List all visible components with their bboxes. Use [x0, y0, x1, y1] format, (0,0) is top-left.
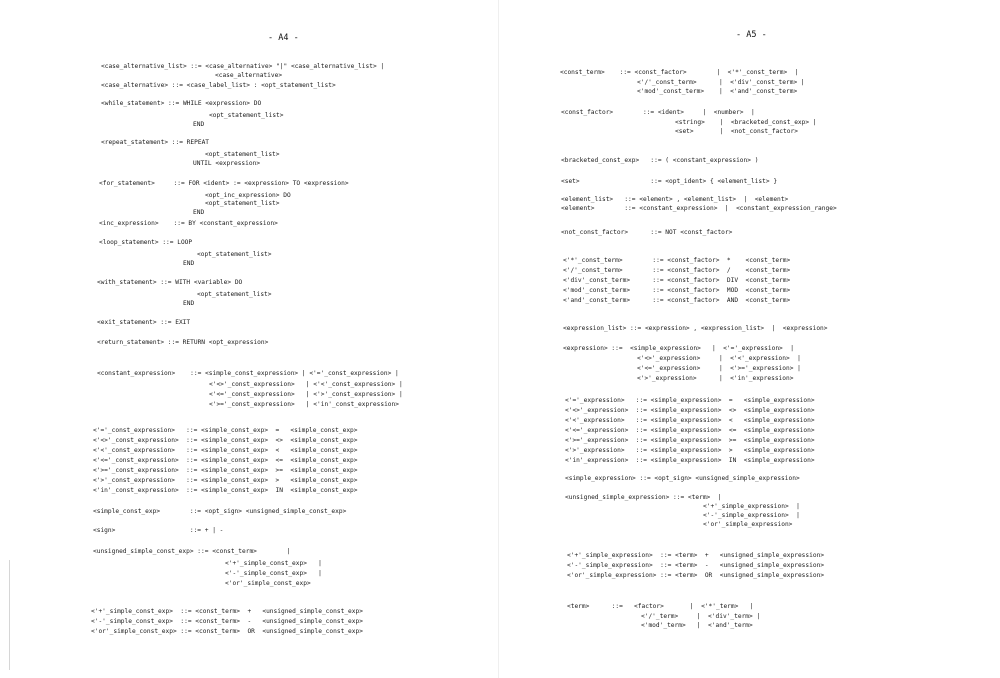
grammar-line: <'or'_simple_const_exp> [225, 580, 311, 587]
grammar-line: <element> ::= <constant_expression> | <constant_expression_range> [561, 205, 837, 212]
page-fold-divider [498, 0, 499, 678]
grammar-line: <opt_inc_expression> DO [205, 192, 291, 199]
grammar-line: <'mod'_term> | <'and'_term> [641, 622, 753, 629]
grammar-line: <simple_const_exp> ::= <opt_sign> <unsigned_simple_const_exp> [93, 508, 347, 515]
grammar-line: <'or'_simple_expression> ::= <term> OR <unsigned_simple_expression> [567, 572, 825, 579]
grammar-line: <'<>'_expression> ::= <simple_expression> <> <simple_expression> [565, 407, 815, 414]
grammar-line: <unsigned_simple_expression> ::= <term> | [565, 494, 722, 501]
grammar-line: <expression_list> ::= <expression> , <expression_list> | <expression> [563, 325, 828, 332]
grammar-line: <unsigned_simple_const_exp> ::= <const_term> | [93, 548, 291, 555]
grammar-line: <while_statement> ::= WHILE <expression> DO [101, 100, 262, 107]
grammar-line: END [183, 300, 195, 307]
grammar-line: <case_alternative_list> ::= <case_alternative> "|" <case_alternative_list> | [101, 63, 385, 70]
grammar-line: UNTIL <expression> [193, 160, 261, 167]
grammar-line: <loop_statement> ::= LOOP [99, 239, 193, 246]
grammar-line: <'>'_const_expression> ::= <simple_const_exp> > <simple_const_exp> [93, 477, 358, 484]
grammar-line: <'='_expression> ::= <simple_expression> = <simple_expression> [565, 397, 815, 404]
grammar-line: <'/'_term> | <'div'_term> | [641, 613, 761, 620]
grammar-line: <opt_statement_list> [197, 251, 272, 258]
grammar-line: <'<'_expression> ::= <simple_expression> < <simple_expression> [565, 417, 815, 424]
grammar-line: <case_alternative> [215, 72, 283, 79]
grammar-line: <opt_statement_list> [205, 151, 280, 158]
grammar-line: <opt_statement_list> [197, 291, 272, 298]
grammar-line: <'<>'_const_expression> | <'<'_const_expression> | [209, 381, 403, 388]
grammar-line: <element_list> ::= <element> , <element_list> | <element> [561, 196, 789, 203]
grammar-line: <'+'_simple_const_exp> ::= <const_term> + <unsigned_simple_const_exp> [91, 608, 363, 615]
grammar-line: END [183, 260, 195, 267]
grammar-line: <expression> ::= <simple_expression> | <'='_expression> | [563, 345, 794, 352]
grammar-line: <set> | <not_const_factor> [675, 128, 798, 135]
grammar-line: <'in'_expression> ::= <simple_expression> IN <simple_expression> [565, 457, 815, 464]
grammar-line: <'+'_simple_const_exp> | [225, 560, 322, 567]
grammar-line: <'-'_simple_expression> ::= <term> - <unsigned_simple_expression> [567, 562, 825, 569]
grammar-line: <'>='_const_expression> | <'in'_const_expression> [209, 401, 399, 408]
grammar-line: <'-'_simple_const_exp> ::= <const_term> - <unsigned_simple_const_exp> [91, 618, 363, 625]
grammar-line: <'mod'_const_term> ::= <const_factor> MOD <const_term> [563, 287, 791, 294]
grammar-line: <case_alternative> ::= <case_label_list> : <opt_statement_list> [101, 82, 336, 89]
grammar-line: <inc_expression> ::= BY <constant_expression> [99, 220, 278, 227]
grammar-line: END [193, 121, 205, 128]
page-number-right: - A5 - [736, 30, 767, 40]
grammar-line: <'-'_simple_const_exp> | [225, 570, 322, 577]
grammar-line: <exit_statement> ::= EXIT [97, 319, 191, 326]
grammar-line: <'in'_const_expression> ::= <simple_const_exp> IN <simple_const_exp> [93, 487, 358, 494]
scan-edge-mark [9, 560, 10, 670]
grammar-line: <bracketed_const_exp> ::= ( <constant_expression> ) [561, 157, 759, 164]
grammar-line: <'<='_const_expression> ::= <simple_const_exp> <= <simple_const_exp> [93, 457, 358, 464]
grammar-line: <constant_expression> ::= <simple_const_expression> | <'='_const_expression> | [97, 370, 399, 377]
page-number-left: - A4 - [268, 33, 299, 43]
grammar-line: <opt_statement_list> [209, 112, 284, 119]
grammar-line: <'*'_const_term> ::= <const_factor> * <const_term> [563, 257, 791, 264]
grammar-line: END [193, 209, 205, 216]
grammar-line: <sign> ::= + | - [93, 527, 224, 534]
grammar-line: <const_factor> ::= <ident> | <number> | [561, 109, 755, 116]
grammar-line: <return_statement> ::= RETURN <opt_expression> [97, 339, 269, 346]
grammar-line: <'<>'_const_expression> ::= <simple_const_exp> <> <simple_const_exp> [93, 437, 358, 444]
grammar-line: <'or'_simple_expression> [703, 521, 793, 528]
grammar-line: <term> ::= <factor> | <'*'_term> | [567, 603, 754, 610]
grammar-line: <'-'_simple_expression> | [703, 512, 800, 519]
grammar-line: <simple_expression> ::= <opt_sign> <unsigned_simple_expression> [565, 475, 800, 482]
grammar-line: <'+'_simple_expression> ::= <term> + <unsigned_simple_expression> [567, 552, 825, 559]
grammar-line: <'div'_const_term> ::= <const_factor> DIV <const_term> [563, 277, 791, 284]
grammar-line: <string> | <bracketed_const_exp> | [675, 119, 817, 126]
grammar-line: <'<>'_expression> | <'<'_expression> | [637, 355, 801, 362]
grammar-line: <'/'_const_term> | <'div'_const_term> | [637, 79, 805, 86]
grammar-line: <'<='_expression> | <'>='_expression> | [637, 365, 801, 372]
grammar-line: <'<='_expression> ::= <simple_expression> <= <simple_expression> [565, 427, 815, 434]
grammar-line: <for_statement> ::= FOR <ident> := <expression> TO <expression> [99, 180, 349, 187]
grammar-line: <'+'_simple_expression> | [703, 503, 800, 510]
grammar-line: <with_statement> ::= WITH <variable> DO [97, 279, 243, 286]
grammar-line: <set> ::= <opt_ident> { <element_list> } [561, 178, 778, 185]
grammar-line: <const_term> ::= <const_factor> | <'*'_const_term> | [560, 69, 799, 76]
grammar-line: <repeat_statement> ::= REPEAT [101, 139, 210, 146]
grammar-line: <'mod'_const_term> | <'and'_const_term> [637, 88, 798, 95]
grammar-line: <'<='_const_expression> | <'>'_const_expression> | [209, 391, 403, 398]
grammar-line: <'='_const_expression> ::= <simple_const_exp> = <simple_const_exp> [93, 427, 358, 434]
grammar-line: <'/'_const_term> ::= <const_factor> / <const_term> [563, 267, 791, 274]
grammar-line: <not_const_factor> ::= NOT <const_factor> [561, 229, 733, 236]
grammar-line: <'>'_expression> ::= <simple_expression> > <simple_expression> [565, 447, 815, 454]
grammar-line: <'>='_expression> ::= <simple_expression> >= <simple_expression> [565, 437, 815, 444]
grammar-line: <'>='_const_expression> ::= <simple_const_exp> >= <simple_const_exp> [93, 467, 358, 474]
grammar-line: <'<'_const_expression> ::= <simple_const_exp> < <simple_const_exp> [93, 447, 358, 454]
grammar-line: <'and'_const_term> ::= <const_factor> AND <const_term> [563, 297, 791, 304]
grammar-line: <'>'_expression> | <'in'_expression> [637, 375, 794, 382]
grammar-line: <'or'_simple_const_exp> ::= <const_term> OR <unsigned_simple_const_exp> [91, 628, 363, 635]
grammar-line: <opt_statement_list> [205, 200, 280, 207]
